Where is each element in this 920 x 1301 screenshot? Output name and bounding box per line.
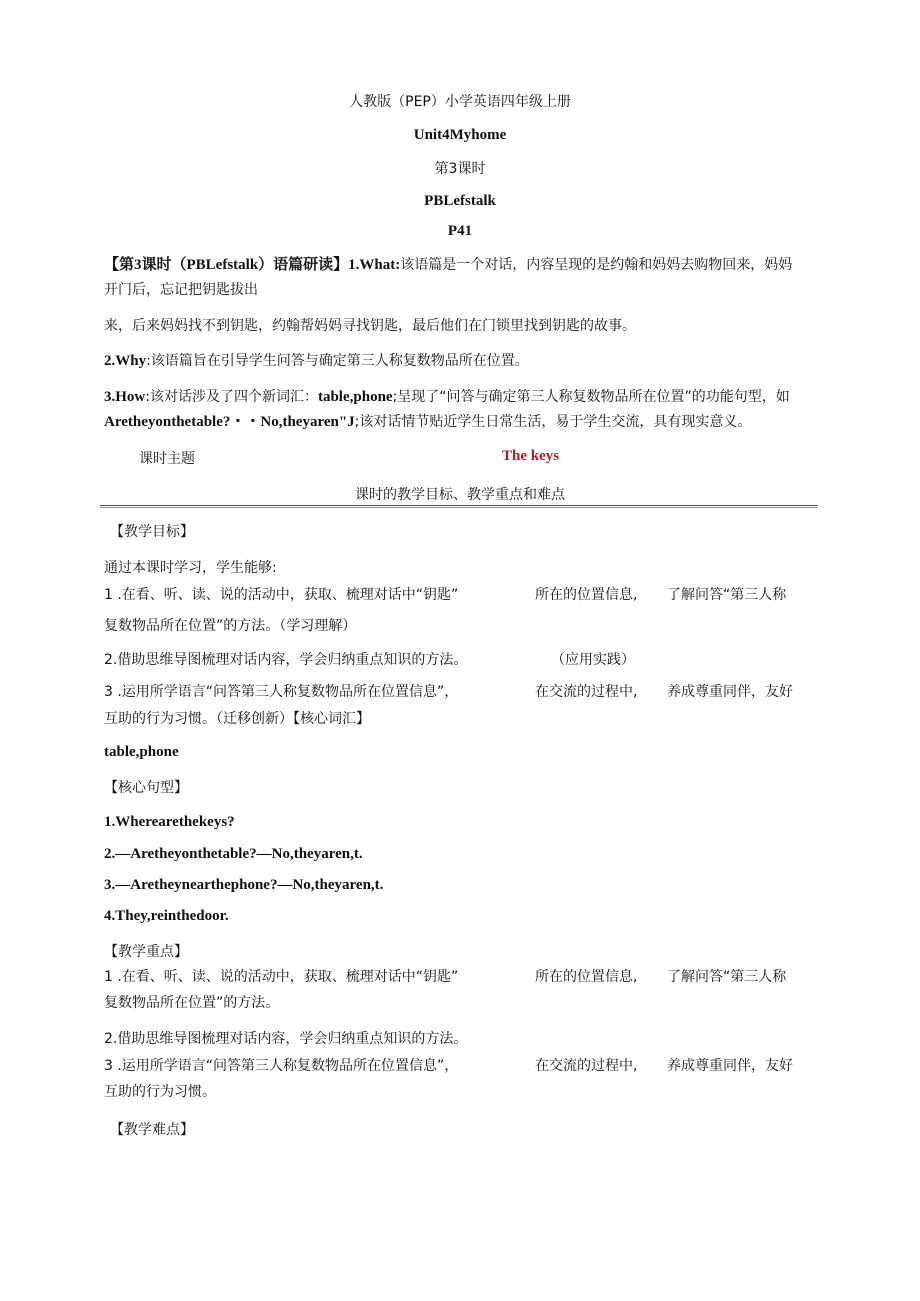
part-title: PBLefstalk bbox=[424, 193, 496, 209]
pattern-1: 1.Wherearethekeys? bbox=[104, 814, 235, 830]
analysis-how-line2-text: ;该对话情节贴近学生日常生活，易于学生交流，具有现实意义。 bbox=[354, 414, 752, 430]
objective-1-part-a: 1 .在看、听、读、说的活动中，获取、梳理对话中“钥匙” bbox=[104, 587, 459, 603]
analysis-what-label: 【第3课时（PBLefstalk）语篇研读】1.What: bbox=[104, 257, 401, 273]
pattern-3: 3.—Aretheynearthephone?—No,theyaren,t. bbox=[104, 877, 384, 893]
analysis-why-label: 2.Why bbox=[104, 353, 147, 369]
theme-value: The keys bbox=[502, 448, 560, 464]
patterns-heading: 【核心句型】 bbox=[104, 780, 188, 796]
theme-label: 课时主题 bbox=[139, 451, 195, 467]
objective-1-part-b: 所在的位置信息, bbox=[535, 587, 638, 603]
objective-1-line2: 复数物品所在位置”的方法。（学习理解） bbox=[104, 618, 357, 634]
analysis-how-text-a: :该对话涉及了四个新词汇： bbox=[145, 389, 318, 405]
pattern-4: 4.They,reinthedoor. bbox=[104, 908, 229, 924]
analysis-what bbox=[104, 256, 792, 274]
analysis-what-line3: 来，后来妈妈找不到钥匙，约翰帮妈妈寻找钥匙，最后他们在门锁里找到钥匙的故事。 bbox=[104, 318, 636, 334]
objectives-intro: 通过本课时学习，学生能够: bbox=[104, 560, 277, 576]
focus-3-part-b: 在交流的过程中, bbox=[535, 1058, 638, 1074]
objectives-heading: 【教学目标】 bbox=[110, 524, 194, 540]
core-vocabulary: table,phone bbox=[104, 744, 179, 760]
section-title: 课时的教学目标、教学重点和难点 bbox=[355, 487, 565, 503]
pattern-2: 2.—Aretheyonthetable?—No,theyaren,t. bbox=[104, 846, 363, 862]
section-divider bbox=[100, 505, 818, 506]
focus-1-part-a: 1 .在看、听、读、说的活动中，获取、梳理对话中“钥匙” bbox=[104, 969, 459, 985]
analysis-how bbox=[104, 388, 790, 406]
section-divider-secondary bbox=[100, 507, 818, 508]
analysis-what-line2: 开门后，忘记把钥匙拔出 bbox=[104, 282, 258, 298]
objective-3-part-a: 3 .运用所学语言“问答第三人称复数物品所在位置信息”， bbox=[104, 684, 459, 700]
focus-3-line2: 互助的行为习惯。 bbox=[104, 1084, 216, 1100]
analysis-why bbox=[104, 352, 529, 370]
focus-heading: 【教学重点】 bbox=[104, 944, 188, 960]
analysis-why-text: :该语篇旨在引导学生问答与确定第三人称复数物品所在位置。 bbox=[146, 353, 529, 369]
analysis-how-example: Aretheyonthetable?・・No,theyaren"J bbox=[104, 414, 355, 430]
objective-2-part-b: （应用实践） bbox=[551, 652, 635, 668]
focus-2: 2.借助思维导图梳理对话内容，学会归纳重点知识的方法。 bbox=[104, 1031, 468, 1047]
objective-1-part-c: 了解问答“第三人称 bbox=[667, 587, 787, 603]
objective-3-part-b: 在交流的过程中, bbox=[535, 684, 638, 700]
objective-2-part-a: 2.借助思维导图梳理对话内容，学会归纳重点知识的方法。 bbox=[104, 652, 468, 668]
lesson-number: 第3课时 bbox=[434, 161, 486, 177]
analysis-how-words: table,phone bbox=[317, 389, 393, 405]
focus-3-part-c: 养成尊重同伴，友好 bbox=[667, 1058, 793, 1074]
unit-title: Unit4Myhome bbox=[413, 127, 507, 143]
analysis-how-line2 bbox=[104, 413, 751, 431]
book-title: 人教版（PEP）小学英语四年级上册 bbox=[349, 94, 571, 110]
analysis-what-text: 该语篇是一个对话，内容呈现的是约翰和妈妈去购物回来，妈妈 bbox=[400, 257, 793, 273]
focus-3-part-a: 3 .运用所学语言“问答第三人称复数物品所在位置信息”， bbox=[104, 1058, 459, 1074]
analysis-how-label: 3.How bbox=[104, 389, 146, 405]
focus-1-line2: 复数物品所在位置”的方法。 bbox=[104, 995, 280, 1011]
analysis-how-text-b: ;呈现了“问答与确定第三人称复数物品所在位置”的功能句型，如 bbox=[392, 389, 790, 405]
difficulty-heading: 【教学难点】 bbox=[110, 1122, 194, 1138]
page-ref: P41 bbox=[447, 223, 473, 239]
objective-3-part-c: 养成尊重同伴，友好 bbox=[667, 684, 793, 700]
objective-3-line2: 互助的行为习惯。（迁移创新）【核心词汇】 bbox=[104, 711, 370, 727]
focus-1-part-c: 了解问答“第三人称 bbox=[667, 969, 787, 985]
focus-1-part-b: 所在的位置信息, bbox=[535, 969, 638, 985]
